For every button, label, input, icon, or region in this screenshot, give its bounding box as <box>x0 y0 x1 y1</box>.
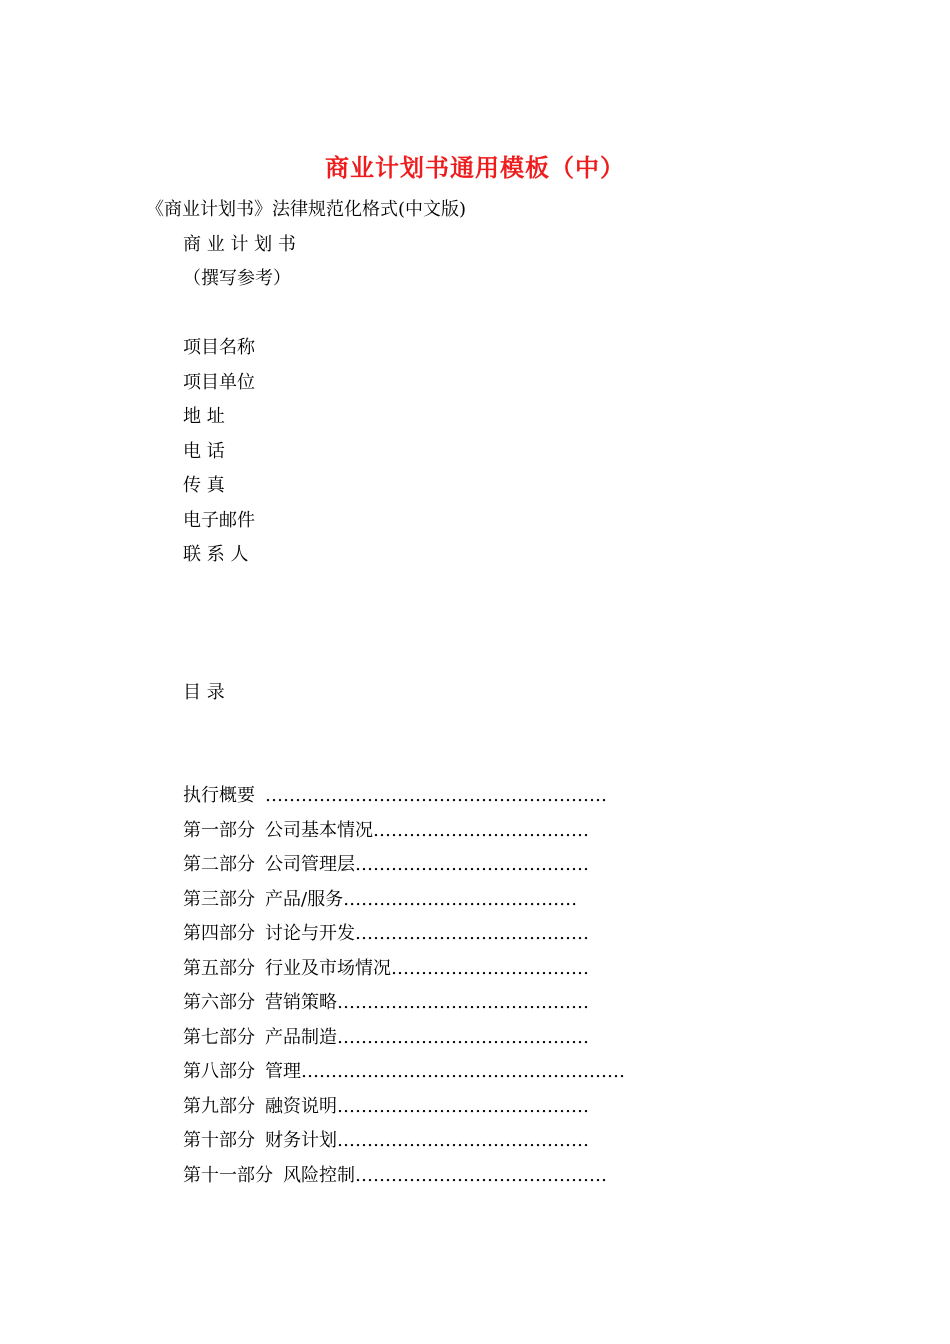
toc-title: 产品制造 <box>265 1027 337 1048</box>
toc-leader: …………………………………… <box>337 1130 589 1151</box>
toc-title: 风险控制 <box>283 1165 355 1186</box>
toc-leader: ……………………………………………… <box>301 1061 625 1082</box>
toc-title: 营销策略 <box>265 992 337 1013</box>
plan-heading: 商 业 计 划 书 <box>183 234 296 255</box>
toc-leader: …………………………………… <box>355 1165 607 1186</box>
toc-title: 财务计划 <box>265 1130 337 1151</box>
field-address: 地 址 <box>183 406 225 427</box>
toc-title: 管理 <box>265 1061 301 1082</box>
toc-part: 第三部分 <box>183 889 255 910</box>
document-title: 商业计划书通用模板（中） <box>325 153 625 182</box>
toc-entry <box>183 888 577 912</box>
toc-title: 讨论与开发 <box>265 923 355 944</box>
toc-entry <box>183 1026 589 1050</box>
field-project-unit: 项目单位 <box>183 372 255 393</box>
toc-entry <box>183 991 589 1015</box>
toc-leader: ………………………………… <box>355 923 589 944</box>
toc-leader: …………………………………… <box>337 1027 589 1048</box>
toc-part: 第十部分 <box>183 1130 255 1151</box>
toc-entry <box>183 1164 607 1188</box>
writing-note: （撰写参考） <box>183 268 291 289</box>
toc-leader: …………………………………… <box>337 992 589 1013</box>
toc-part: 第六部分 <box>183 992 255 1013</box>
toc-part: 第十一部分 <box>183 1165 273 1186</box>
toc-leader: ………………………………………………… <box>265 785 607 806</box>
toc-part: 第一部分 <box>183 820 255 841</box>
toc-part: 第九部分 <box>183 1096 255 1117</box>
toc-title: 融资说明 <box>265 1096 337 1117</box>
toc-part: 第七部分 <box>183 1027 255 1048</box>
field-email: 电子邮件 <box>183 510 255 531</box>
toc-entry <box>183 1129 589 1153</box>
toc-part: 第五部分 <box>183 958 255 979</box>
toc-entry <box>183 922 589 946</box>
toc-entry <box>183 853 589 877</box>
toc-leader: ……………………………… <box>373 820 589 841</box>
toc-entry <box>183 1060 625 1084</box>
toc-title: 公司基本情况 <box>265 820 373 841</box>
toc-title: 产品/服务 <box>265 889 344 910</box>
toc-entry <box>183 1095 589 1119</box>
toc-leader: …………………………… <box>391 958 589 979</box>
toc-entry <box>183 819 589 843</box>
toc-entry <box>183 957 589 981</box>
toc-leader: ………………………………… <box>343 889 578 910</box>
toc-leader: ………………………………… <box>355 854 589 875</box>
document-subtitle: 《商业计划书》法律规范化格式(中文版) <box>146 199 467 220</box>
field-contact: 联 系 人 <box>183 544 249 565</box>
field-project-name: 项目名称 <box>183 337 255 358</box>
toc-title: 公司管理层 <box>265 854 355 875</box>
toc-part: 第八部分 <box>183 1061 255 1082</box>
toc-part: 第四部分 <box>183 923 255 944</box>
toc-heading: 目 录 <box>183 682 225 703</box>
toc-leader: …………………………………… <box>337 1096 589 1117</box>
toc-part: 第二部分 <box>183 854 255 875</box>
toc-entry <box>183 784 607 808</box>
field-phone: 电 话 <box>183 441 225 462</box>
toc-part: 执行概要 <box>183 785 255 806</box>
toc-title: 行业及市场情况 <box>265 958 391 979</box>
field-fax: 传 真 <box>183 475 225 496</box>
